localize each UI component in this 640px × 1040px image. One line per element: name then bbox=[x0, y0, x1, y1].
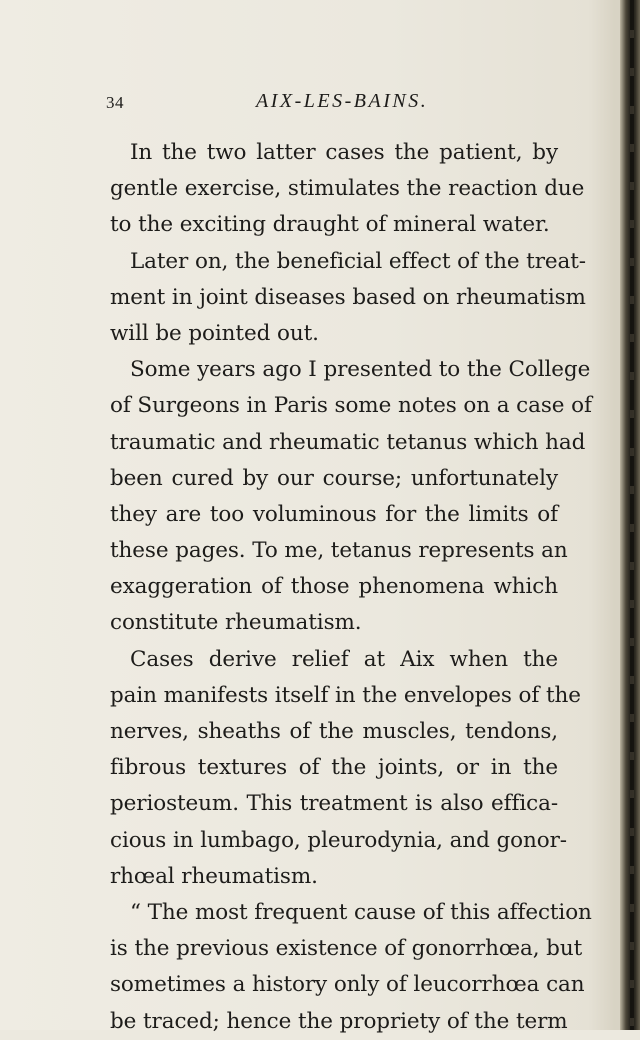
text-line: traumatic and rheumatic tetanus which had bbox=[110, 429, 586, 455]
running-title: AIX-LES-BAINS. bbox=[256, 90, 429, 112]
book-binding-edge bbox=[620, 0, 640, 1030]
text-line: Later on, the beneficial effect of the treat- bbox=[130, 248, 586, 274]
text-line: these pages. To me, tetanus represents an bbox=[110, 538, 568, 564]
binding-shadow bbox=[630, 0, 634, 1030]
text-line: periosteum. This treatment is also effica- bbox=[110, 791, 558, 817]
text-line: they are too voluminous for the limits of bbox=[110, 501, 558, 527]
text-line: is the previous existence of gonorrhœa, but bbox=[110, 936, 583, 962]
text-line: will be pointed out. bbox=[110, 320, 319, 346]
body-text bbox=[110, 135, 592, 1040]
text-line: “ The most frequent cause of this affection bbox=[130, 899, 592, 925]
page-number: 34 bbox=[106, 93, 124, 112]
text-line: In the two latter cases the patient, by bbox=[130, 140, 558, 165]
text-line: Some years ago I presented to the College bbox=[130, 357, 591, 383]
text-line: constitute rheumatism. bbox=[110, 610, 362, 636]
text-line: fibrous textures of the joints, or in the bbox=[110, 755, 558, 781]
text-line: be traced; hence the propriety of the term bbox=[110, 1008, 568, 1034]
text-line: rhœal rheumatism. bbox=[110, 863, 318, 889]
text-line: been cured by our course; unfortunately bbox=[110, 465, 558, 491]
text-line: of Surgeons in Paris some notes on a case of bbox=[110, 393, 592, 419]
text-line: nerves, sheaths of the muscles, tendons, bbox=[110, 719, 558, 744]
text-line: Cases derive relief at Aix when the bbox=[130, 646, 558, 672]
text-line: cious in lumbago, pleurodynia, and gonor- bbox=[110, 827, 567, 853]
text-line: exaggeration of those phenomena which bbox=[110, 574, 558, 600]
text-line: to the exciting draught of mineral water. bbox=[110, 212, 550, 238]
text-line: pain manifests itself in the envelopes of the bbox=[110, 682, 581, 708]
text-line: sometimes a history only of leucorrhœa can bbox=[110, 972, 585, 998]
text-line: gentle exercise, stimulates the reaction due bbox=[110, 176, 585, 202]
text-line: ment in joint diseases based on rheumatism bbox=[110, 284, 586, 310]
